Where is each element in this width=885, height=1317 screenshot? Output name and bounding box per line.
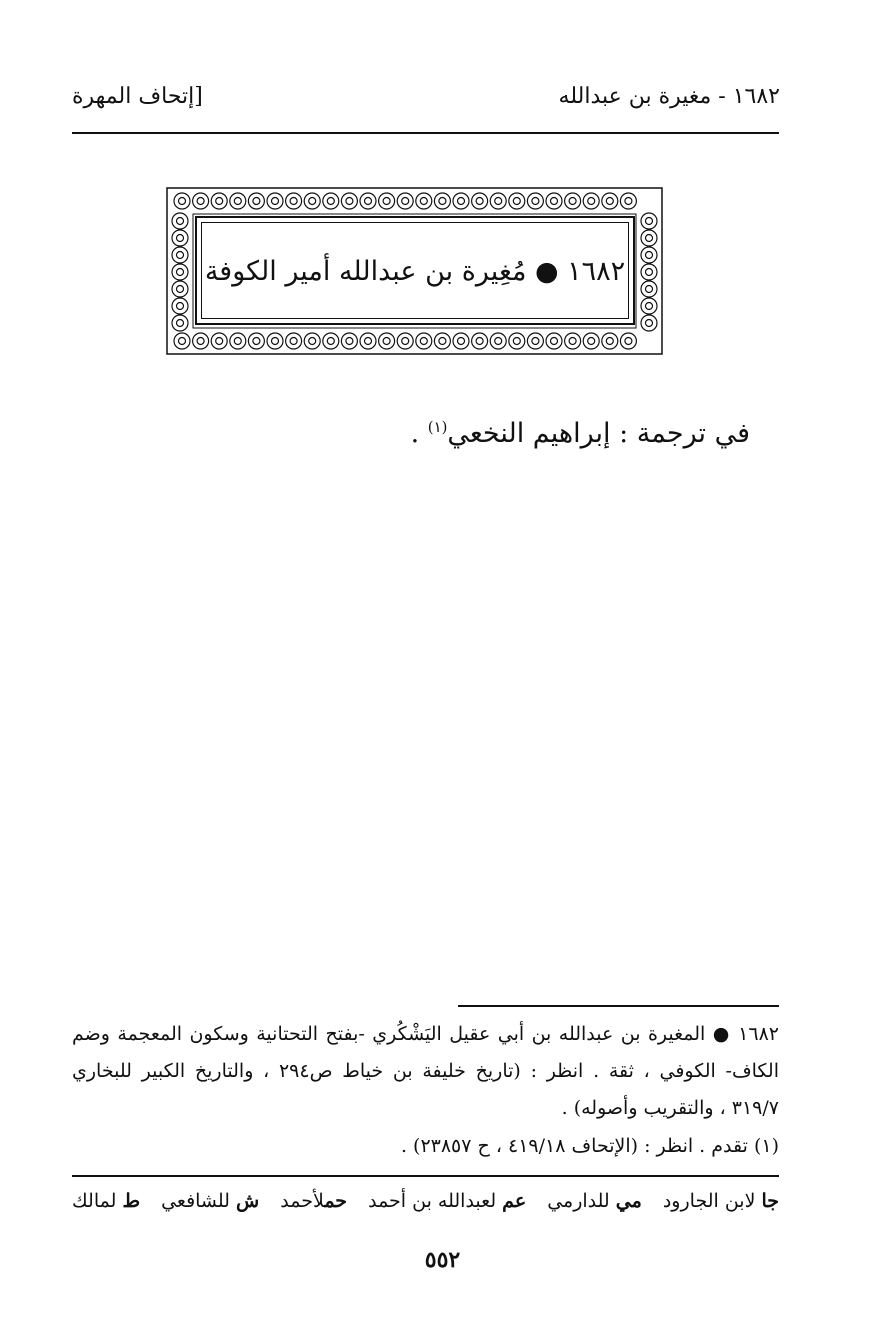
running-header-title: ١٦٨٢ - مغيرة بن عبدالله (558, 84, 780, 109)
header-rule (72, 132, 779, 134)
abbreviation-code: ط (122, 1190, 141, 1212)
running-header-book: [إتحاف المهرة (72, 84, 203, 109)
body-text: في ترجمة : إبراهيم النخعي (447, 418, 750, 449)
abbreviation-text: للشافعي (161, 1190, 230, 1212)
footnote-1: (١) تقدم . انظر : (الإتحاف ٤١٩/١٨ ، ح ٢٣٨٥٧) . (400, 1135, 779, 1157)
abbreviation-code: جا (761, 1190, 779, 1212)
abbreviation (547, 1190, 642, 1212)
abbreviation (663, 1190, 779, 1212)
abbreviation-code: ش (236, 1190, 260, 1212)
page-number: ٥٥٢ (424, 1247, 461, 1273)
body-paragraph (411, 418, 750, 449)
body-tail: . (410, 418, 428, 449)
footnote-line: الكاف- الكوفي ، ثقة . انظر : (تاريخ خليفة بن خياط ص٢٩٤ ، والتاريخ الكبير للبخاري (72, 1060, 779, 1082)
abbreviation-text: لعبدالله بن أحمد (368, 1190, 497, 1212)
footnote-rule (458, 1005, 779, 1007)
abbreviation (161, 1190, 259, 1212)
abbreviation (368, 1190, 526, 1212)
title-box (195, 216, 635, 325)
abbreviation (72, 1190, 140, 1212)
abbreviation-text: لمالك (72, 1190, 117, 1212)
abbreviation-code: عم (502, 1190, 527, 1212)
abbreviations-key (72, 1190, 779, 1212)
abbreviation-text: لابن الجارود (662, 1190, 756, 1212)
footnote-marker: (١) (427, 418, 448, 436)
footnote-line: ٣١٩/٧ ، والتقريب وأصوله) . (561, 1097, 779, 1119)
abbreviation (280, 1190, 347, 1212)
abbreviation-text: للدارمي (547, 1190, 610, 1212)
abbreviation-code: حم (324, 1190, 348, 1212)
abbreviation-code: مي (615, 1190, 642, 1212)
footnote-line: ١٦٨٢ ● المغيرة بن عبدالله بن أبي عقيل اليَشْكُري -بفتح التحتانية وسكون المعجمة وضم (72, 1023, 779, 1045)
entry-title: ١٦٨٢ ● مُغِيرة بن عبدالله أمير الكوفة (204, 256, 626, 287)
footnote-block (72, 1016, 779, 1127)
bottom-rule (72, 1175, 779, 1177)
abbreviation-text: لأحمد (280, 1190, 325, 1212)
